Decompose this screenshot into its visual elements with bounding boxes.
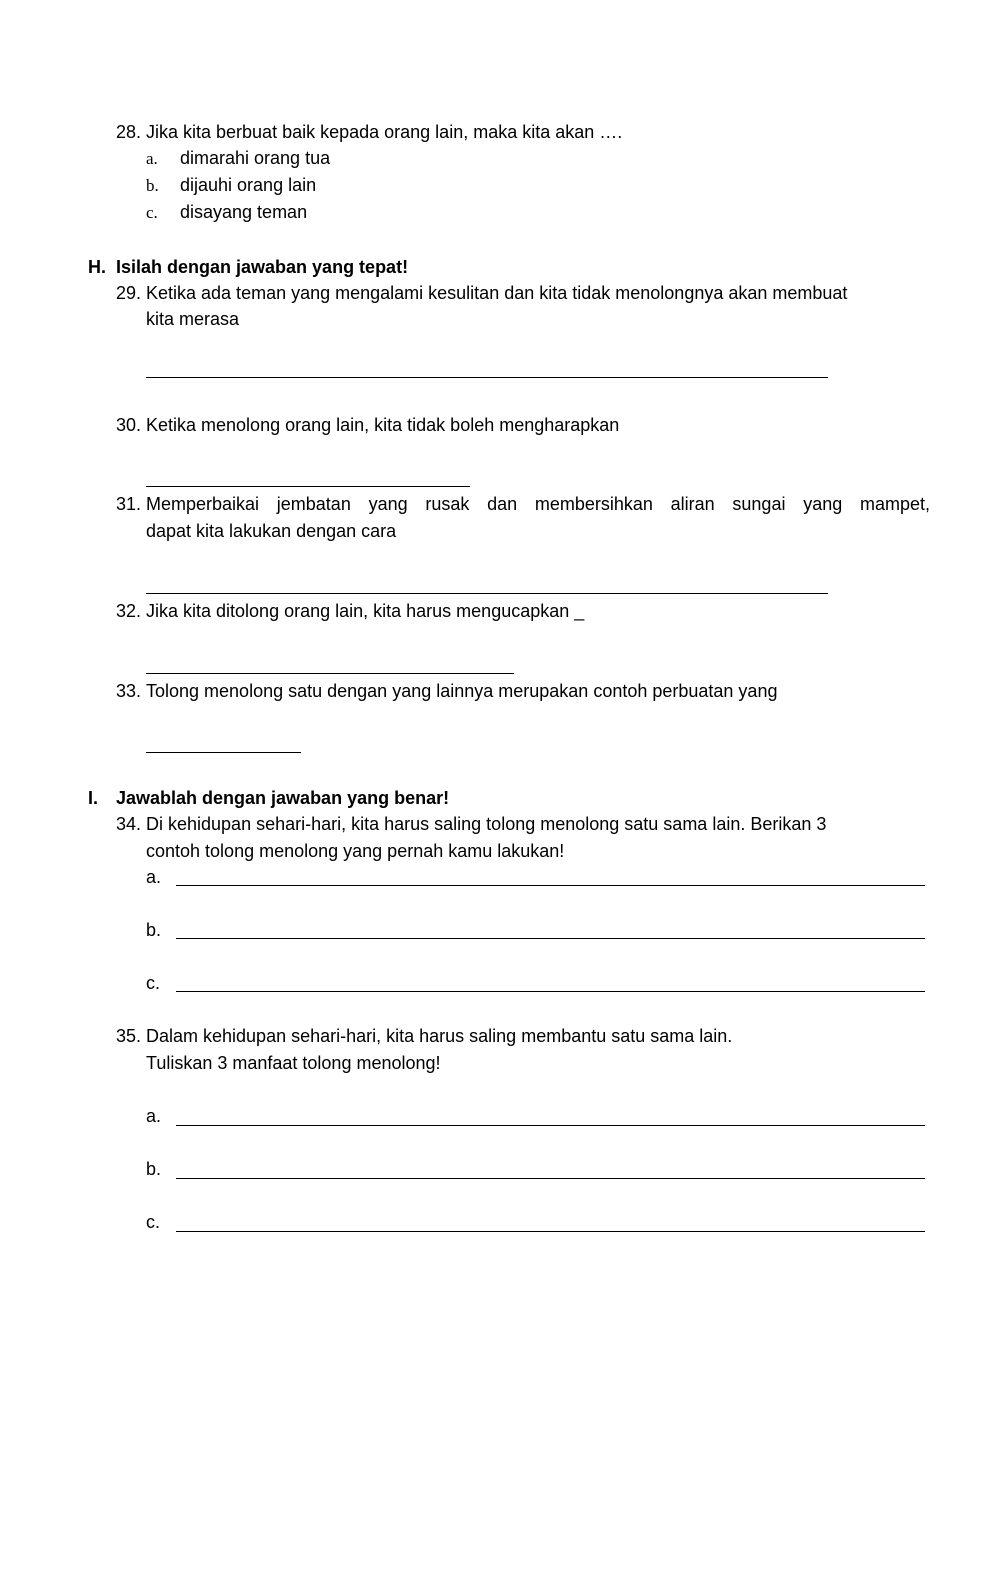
question-35-line2: Tuliskan 3 manfaat tolong menolong! <box>146 1053 441 1073</box>
answer-line <box>146 486 470 487</box>
question-28-text: Jika kita berbuat baik kepada orang lain, maka kita akan …. <box>146 122 623 142</box>
question-33-number: 33. <box>116 681 142 701</box>
answer-line <box>176 1178 925 1179</box>
answer-letter: c. <box>146 1212 161 1232</box>
section-i-letter: I. <box>88 788 99 808</box>
question-34-number: 34. <box>116 814 142 834</box>
answer-letter: a. <box>146 867 162 887</box>
answer-line <box>176 885 925 886</box>
answer-letter: b. <box>146 920 162 940</box>
answer-line <box>176 1231 925 1232</box>
section-i-title: Jawablah dengan jawaban yang benar! <box>116 788 450 808</box>
answer-line <box>146 673 514 674</box>
question-28-number: 28. <box>116 122 142 142</box>
question-29-line1: Ketika ada teman yang mengalami kesulitan dan kita tidak menolongnya akan membuat <box>146 283 848 303</box>
question-29-number: 29. <box>116 283 142 303</box>
question-31-line1: Memperbaikai jembatan yang rusak dan membersihkan aliran sungai yang mampet, <box>146 494 930 514</box>
question-35-line1: Dalam kehidupan sehari-hari, kita harus saling membantu satu sama lain. <box>146 1026 733 1046</box>
answer-letter: a. <box>146 1106 162 1126</box>
question-32-text: Jika kita ditolong orang lain, kita harus mengucapkan _ <box>146 601 585 621</box>
answer-line <box>146 752 301 753</box>
option-letter: b. <box>146 176 159 195</box>
option-text: dijauhi orang lain <box>180 175 317 195</box>
question-34-line1: Di kehidupan sehari-hari, kita harus saling tolong menolong satu sama lain. Berikan 3 <box>146 814 827 834</box>
question-29-line2: kita merasa <box>146 309 240 329</box>
question-34-line2: contoh tolong menolong yang pernah kamu lakukan! <box>146 841 565 861</box>
question-30-text: Ketika menolong orang lain, kita tidak boleh mengharapkan <box>146 415 620 435</box>
answer-line <box>176 938 925 939</box>
question-31-number: 31. <box>116 494 142 514</box>
answer-line <box>146 377 828 378</box>
section-h-title: Isilah dengan jawaban yang tepat! <box>116 257 409 277</box>
option-letter: c. <box>146 203 158 222</box>
answer-line <box>176 1125 925 1126</box>
answer-line <box>146 593 828 594</box>
question-30-number: 30. <box>116 415 142 435</box>
option-letter: a. <box>146 149 158 168</box>
option-text: disayang teman <box>180 202 308 222</box>
option-text: dimarahi orang tua <box>180 148 331 168</box>
question-31-line2: dapat kita lakukan dengan cara <box>146 521 397 541</box>
answer-letter: b. <box>146 1159 162 1179</box>
answer-letter: c. <box>146 973 161 993</box>
question-35-number: 35. <box>116 1026 142 1046</box>
question-32-number: 32. <box>116 601 142 621</box>
answer-line <box>176 991 925 992</box>
question-33-text: Tolong menolong satu dengan yang lainnya merupakan contoh perbuatan yang <box>146 681 778 701</box>
section-h-letter: H. <box>88 257 106 277</box>
